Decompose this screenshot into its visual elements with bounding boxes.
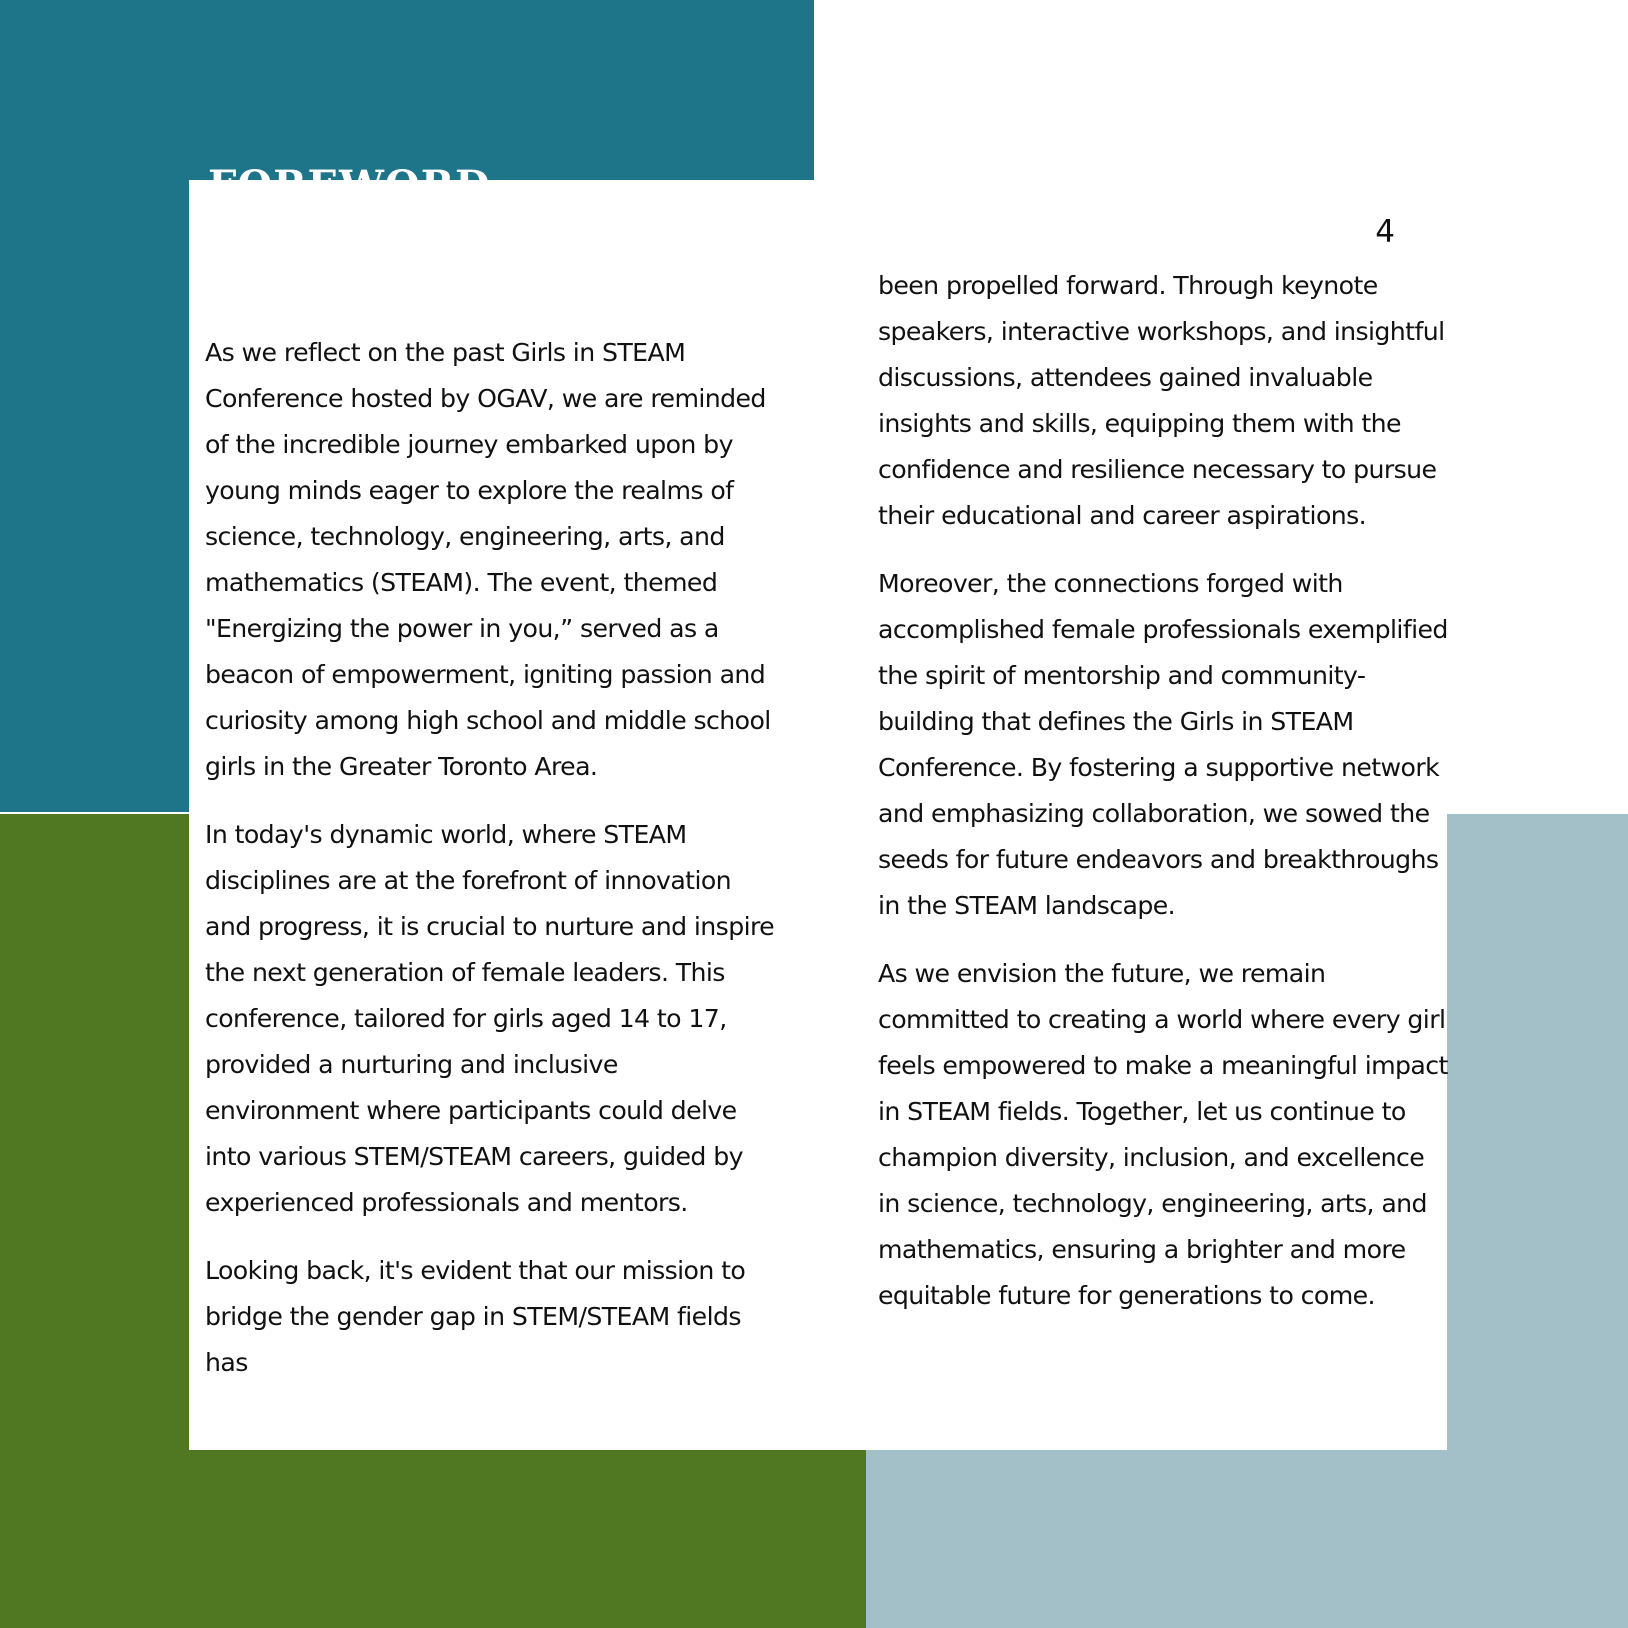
content-card (189, 180, 1447, 1450)
paragraph: been propelled forward. Through keynote speakers, interactive workshops, and insightful discussions, attendees gained invaluable insights and skills, equipping them with the confidence and resilience necessary to pursue their educational and career aspirations. (878, 271, 1445, 530)
paragraph: Looking back, it's evident that our mission to bridge the gender gap in STEM/STEAM fields has (205, 1256, 746, 1377)
right-column (878, 180, 1448, 1341)
paragraph: As we envision the future, we remain committed to creating a world where every girl feels empowered to make a meaningful impact in STEAM fields. Together, let us continue to champion diversity, inclusion, and excellence in science, technology, engineering, arts, and mathematics, ensuring a brighter and more equitable future for generations to come. (878, 959, 1448, 1310)
page-number: 4 (1375, 214, 1395, 250)
paragraph: Moreover, the connections forged with accomplished female professionals exemplified the spirit of mentorship and community-building that defines the Girls in STEAM Conference. By fostering a supportive network and emphasizing collaboration, we sowed the seeds for future endeavors and breakthroughs in the STEAM landscape. (878, 569, 1448, 920)
paragraph: As we reflect on the past Girls in STEAM Conference hosted by OGAV, we are reminded of the incredible journey embarked upon by young minds eager to explore the realms of science, technology, engineering, arts, and mathematics (STEAM). The event, themed "Energizing the power in you,” served as a beacon of empowerment, igniting passion and curiosity among high school and middle school girls in the Greater Toronto Area. (205, 338, 771, 781)
left-column (205, 180, 775, 1408)
paragraph: In today's dynamic world, where STEAM disciplines are at the forefront of innovation and progress, it is crucial to nurture and inspire the next generation of female leaders. This conference, tailored for girls aged 14 to 17, provided a nurturing and inclusive environment where participants could delve into various STEM/STEAM careers, guided by experienced professionals and mentors. (205, 820, 775, 1217)
